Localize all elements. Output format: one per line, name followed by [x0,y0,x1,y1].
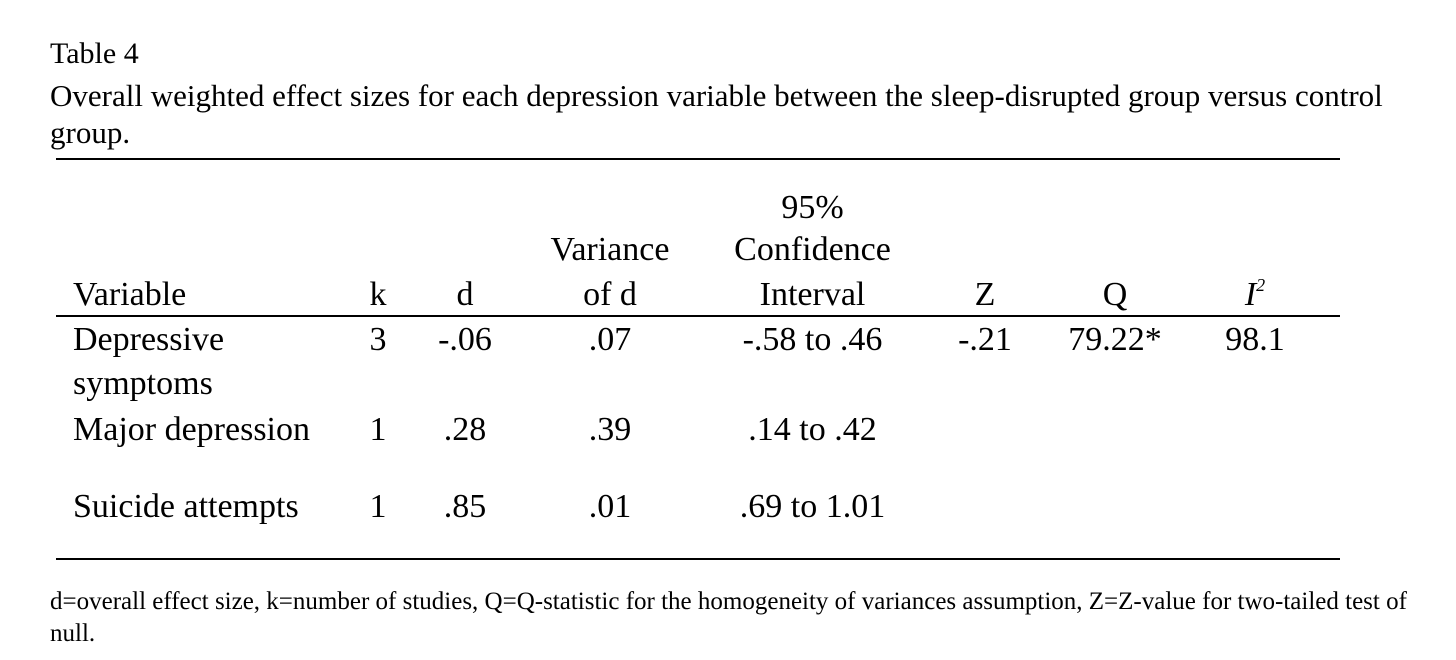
header-ci-line1: 95% [781,189,844,226]
row-2-ci: .14 to .42 [748,411,877,448]
row-1-d: -.06 [438,321,492,358]
row-2-k: 1 [369,411,387,448]
row-1-i2: 98.1 [1225,321,1285,358]
row-1-ci: -.58 to .46 [742,321,883,358]
row-3-ci: .69 to 1.01 [739,488,886,525]
row-3-k: 1 [369,488,387,525]
header-z: Z [974,276,996,313]
header-k: k [369,276,387,313]
header-ci-line3: Interval [759,276,866,313]
top-rule [56,158,1340,160]
row-1-variance: .07 [588,321,632,358]
header-rule [56,315,1340,317]
row-2-variable: Major depression [73,411,311,448]
table-caption: Overall weighted effect sizes for each depression variable between the sleep-disrupted group versus control group. [50,78,1383,150]
header-d: d [456,276,474,313]
header-variance-line2: of d [583,276,637,313]
row-1-k: 3 [369,321,387,358]
row-3-variance: .01 [588,488,632,525]
header-variable: Variable [73,276,187,313]
row-1-z: -.21 [958,321,1012,358]
header-i2 [1215,273,1295,317]
header-ci-line2: Confidence [734,231,891,268]
header-variance-line1: Variance [550,231,670,268]
row-3-d: .85 [443,488,487,525]
header-i2-base: I [1244,276,1257,313]
row-3-variable: Suicide attempts [73,488,299,525]
row-1-q: 79.22* [1068,321,1162,358]
table-label: Table 4 [50,37,139,70]
table-note: d=overall effect size, k=number of studies, Q=Q-statistic for the homogeneity of variances assumption, Z=Z-value for two-tailed test of null. [50,588,1407,647]
bottom-rule [56,558,1340,560]
header-q: Q [1102,276,1128,313]
row-2-d: .28 [443,411,487,448]
row-2-variance: .39 [588,411,632,448]
row-1-variable-line2: symptoms [73,365,213,402]
header-i2-sup: 2 [1256,275,1266,295]
row-1-variable-line1: Depressive [73,321,225,358]
